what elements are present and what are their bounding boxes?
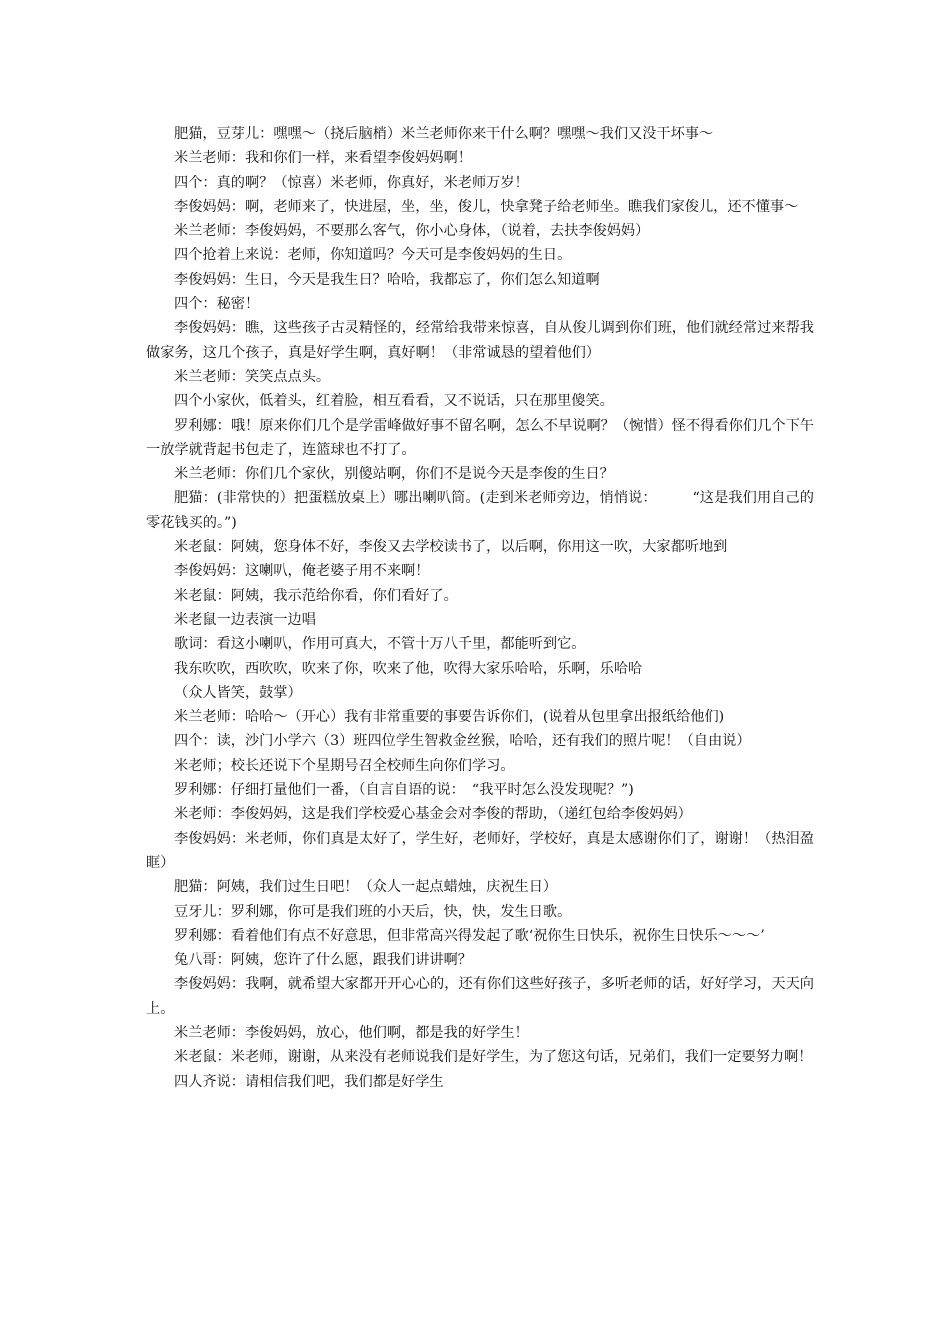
dialogue-line: 四个抢着上来说：老师，你知道吗？今天可是李俊妈妈的生日。 [174, 247, 572, 264]
dialogue-line: 李俊妈妈：我啊，就希望大家都开开心心的，还有你们这些好孩子，多听老师的话，好好学习，天天向上。 [146, 976, 814, 1017]
dialogue-line: 李俊妈妈：生日，今天是我生日？哈哈，我都忘了，你们怎么知道啊 [174, 271, 600, 288]
dialogue-line: 四个：秘密！ [174, 296, 260, 313]
dialogue-line: 豆牙儿：罗利娜，你可是我们班的小天后，快，快，发生日歌。 [174, 903, 572, 920]
stage-direction: 米老鼠一边表演一边唱 [174, 611, 316, 628]
dialogue-line: 米老鼠：阿姨，我示范给你看，你们看好了。 [174, 587, 458, 604]
dialogue-line: 李俊妈妈：瞧，这些孩子古灵精怪的，经常给我带来惊喜，自从俊儿调到你们班，他们就经常过来帮我做家务，这几个孩子，真是好学生啊，真好啊！（非常诚恳的望着他们） [146, 320, 814, 361]
song-lyrics: 我东吹吹，西吹吹，吹来了你，吹来了他，吹得大家乐哈哈，乐啊，乐哈哈 [174, 660, 643, 677]
dialogue-line: 李俊妈妈：米老师，你们真是太好了，学生好，老师好，学校好，真是太感谢你们了，谢谢！（热泪盈眶） [146, 830, 814, 871]
dialogue-line: 四个：真的啊？（惊喜）米老师，你真好，米老师万岁！ [174, 174, 529, 191]
dialogue-line: 米兰老师：李俊妈妈，放心，他们啊，都是我的好学生！ [174, 1024, 529, 1041]
dialogue-line: 米老鼠：阿姨，您身体不好，李俊又去学校读书了，以后啊，你用这一吹，大家都听地到 [174, 539, 728, 556]
dialogue-line: 肥猫，豆芽儿：嘿嘿～（挠后脑梢）米兰老师你来干什么啊？嘿嘿～我们又没干坏事～ [174, 126, 714, 142]
dialogue-line: 米兰老师：我和你们一样，来看望李俊妈妈啊！ [174, 150, 472, 167]
dialogue-line: 米兰老师：李俊妈妈，不要那么客气，你小心身体，（说着，去扶李俊妈妈） [174, 223, 650, 240]
dialogue-line: 米老鼠：米老师，谢谢，从来没有老师说我们是好学生，为了您这句话，兄弟们，我们一定要努力啊！ [174, 1049, 813, 1066]
song-lyrics: 歌词：看这小喇叭，作用可真大，不管十万八千里，都能听到它。 [174, 636, 586, 653]
dialogue-line: 李俊妈妈：这喇叭，俺老婆子用不来啊！ [174, 563, 430, 580]
dialogue-line: 李俊妈妈：啊，老师来了，快进屋，坐，坐，俊儿，快拿凳子给老师坐。瞧我们家俊儿，还不懂事～ [174, 198, 799, 215]
stage-direction: （众人皆笑，鼓掌） [174, 684, 302, 701]
dialogue-line: 肥猫：阿姨，我们过生日吧！（众人一起点蜡烛，庆祝生日） [174, 879, 558, 896]
dialogue-line: 罗利娜：仔细打量他们一番，（自言自语的说： “我平时怎么没发现呢？”) [174, 782, 634, 799]
document-page [146, 122, 814, 1094]
dialogue-line: 四人齐说：请相信我们吧，我们都是好学生 [174, 1073, 444, 1090]
dialogue-line: 四个小家伙，低着头，红着脸，相互看看，又不说话，只在那里傻笑。 [174, 393, 614, 410]
dialogue-line: 罗利娜：哦！原来你们几个是学雷峰做好事不留名啊，怎么不早说啊？（惋惜）怪不得看你们几个下午一放学就背起书包走了，连篮球也不打了。 [146, 417, 814, 458]
dialogue-line: 米兰老师：哈哈～（开心）我有非常重要的事要告诉你们，(说着从包里拿出报纸给他们) [174, 709, 725, 726]
dialogue-line: 米兰老师：你们几个家伙，别傻站啊，你们不是说今天是李俊的生日？ [174, 466, 614, 483]
dialogue-line: 米老师：李俊妈妈，这是我们学校爱心基金会对李俊的帮助，（递红包给李俊妈妈） [174, 806, 692, 823]
dialogue-line: 米兰老师：笑笑点点头。 [174, 368, 331, 385]
dialogue-line: 四个：读，沙门小学六（3）班四位学生智救金丝猴，哈哈，还有我们的照片呢！（自由说） [174, 733, 751, 750]
dialogue-line: 米老师；校长还说下个星期号召全校师生向你们学习。 [174, 757, 515, 774]
dialogue-line: 肥猫：(非常快的）把蛋糕放桌上）哪出喇叭筒。(走到米老师旁边，悄悄说： “这是我们用自己的零花钱买的。”) [146, 490, 814, 531]
dialogue-line: 罗利娜：看着他们有点不好意思，但非常高兴得发起了歌‘祝你生日快乐，祝你生日快乐～～～’ [174, 927, 765, 944]
dialogue-line: 兔八哥：阿姨，您许了什么愿，跟我们讲讲啊？ [174, 952, 472, 969]
